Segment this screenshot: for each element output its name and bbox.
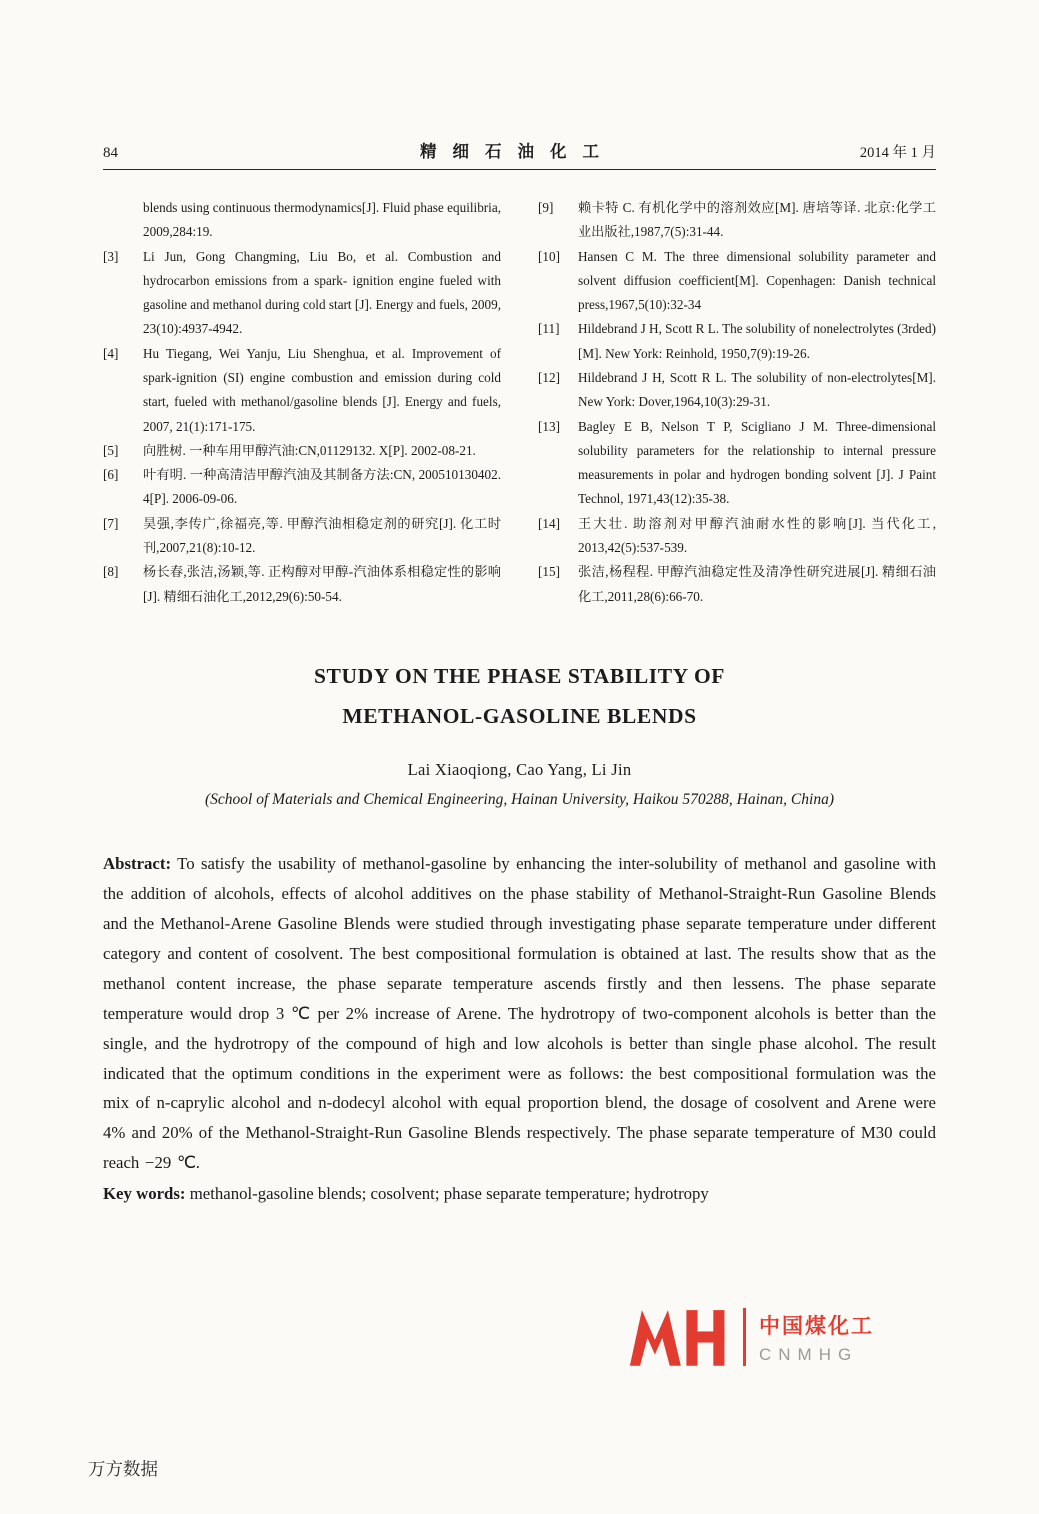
reference-text: Hansen C M. The three dimensional solubility parameter and solvent diffusion coefficient[M]. Copenhagen: Danish technical press,1967,5(10):32-34: [578, 248, 936, 313]
reference-item: [103, 512, 501, 561]
reference-text: 王大壮. 助溶剂对甲醇汽油耐水性的影响[J]. 当代化工, 2013,42(5):537-539.: [578, 515, 936, 555]
keywords-paragraph: [103, 1179, 936, 1209]
keywords-text: methanol-gasoline blends; cosolvent; phase separate temperature; hydrotropy: [189, 1184, 709, 1204]
reference-label: [9]: [538, 200, 554, 215]
reference-text: 叶有明. 一种高清洁甲醇汽油及其制备方法:CN, 200510130402. 4[P]. 2006-09-06.: [143, 467, 501, 507]
reference-label: [3]: [103, 248, 119, 264]
reference-item: [103, 560, 501, 609]
reference-text: Hildebrand J H, Scott R L. The solubility of non-electrolytes[M]. New York: Dover,1964,10(3):29-31.: [578, 369, 936, 410]
reference-item: [538, 317, 936, 366]
page-number: 84: [103, 145, 118, 161]
watermark-text: 万方数据: [88, 1459, 158, 1479]
reference-item: [103, 439, 501, 463]
reference-text: Bagley E B, Nelson T P, Scigliano J M. Three-dimensional solubility parameters for the relationship to internal pressure measurements in polar and hydrogen bonding solvent [J]. J Paint Technol, 1971,43(12):35-38.: [578, 418, 936, 507]
abstract-text: To satisfy the usability of methanol-gasoline by enhancing the inter-solubility of methanol and gasoline with the addition of alcohols, effects of alcohol additives on the phase stability of Methanol-Straight-Run Gasoline Blends and the Methanol-Arene Gasoline Blends were studied through investigating phase separate temperature under different category and content of cosolvent. The best compositional formulation is obtained at last. The results show that as the methanol content increase, the phase separate temperature ascends firstly and then lessens. The phase separate temperature would drop 3 ℃ per 2% increase of Arene. The hydrotropy of two-component alcohols is better than the single, and the hydrotropy of the compound of high and low alcohols is better than single phase alcohol. The result indicated that the optimum conditions in the experiment were as follows: the best compositional formulation was the mix of n-caprylic alcohol and n-dodecyl alcohol with equal proportion blend, the dosage of cosolvent and Arene were 4% and 20% of the Methanol-Straight-Run Gasoline Blends respectively. The phase separate temperature of M30 could reach −29 ℃.: [103, 854, 936, 1173]
reference-item: [538, 366, 936, 415]
reference-text: 昊强,李传广,徐福亮,等. 甲醇汽油相稳定剂的研究[J]. 化工时刊,2007,21(8):10-12.: [143, 515, 501, 555]
journal-title: 精细石油化工: [420, 142, 615, 161]
reference-column-right: [538, 196, 936, 609]
reference-label: [103, 196, 143, 245]
issue-date: 2014 年 1 月: [859, 145, 936, 161]
reference-label: [7]: [103, 515, 119, 531]
reference-label: [11]: [538, 321, 560, 337]
reference-item: [538, 560, 936, 609]
article-title-line-1: STUDY ON THE PHASE STABILITY OF: [313, 663, 726, 688]
reference-text: Hu Tiegang, Wei Yanju, Liu Shenghua, et al. Improvement of spark-ignition (SI) engine combustion and emission during cold start, fueled with methanol/gasoline blends [J]. Energy and fuels, 2007, 21(1):171-175.: [143, 345, 501, 434]
article-title: [0, 657, 1039, 737]
mh-logo-icon: [628, 1306, 730, 1368]
reference-item: [103, 463, 501, 512]
reference-label: [15]: [538, 564, 560, 580]
authors-line: Lai Xiaoqiong, Cao Yang, Li Jin: [407, 760, 632, 780]
affiliation-line: (School of Materials and Chemical Engineering, Hainan University, Haikou 570288, Hainan, China): [205, 791, 834, 809]
reference-text: 赖卡特 C. 有机化学中的溶剂效应[M]. 唐培等译. 北京:化学工业出版社,1987,7(5):31-44.: [578, 200, 936, 240]
page-header: [103, 138, 936, 170]
logo-divider: [743, 1308, 746, 1366]
reference-label: [8]: [103, 564, 119, 580]
references-section: [103, 196, 936, 609]
reference-text: blends using continuous thermodynamics[J]. Fluid phase equilibria, 2009,284:19.: [143, 200, 501, 240]
reference-label: [14]: [538, 515, 560, 531]
reference-item: [538, 196, 936, 245]
reference-text: 向胜树. 一种车用甲醇汽油:CN,01129132. X[P]. 2002-08-21.: [143, 442, 476, 458]
reference-item: [538, 245, 936, 318]
reference-label: [13]: [538, 418, 560, 434]
reference-label: [6]: [103, 467, 119, 483]
keywords-label: Key words:: [103, 1184, 186, 1204]
publisher-logo: [628, 1306, 874, 1368]
reference-label: [4]: [103, 345, 119, 361]
logo-cn-name: 中国煤化工: [759, 1314, 874, 1338]
reference-item: [103, 196, 501, 245]
reference-item: [538, 415, 936, 512]
reference-text: 张洁,杨程程. 甲醇汽油稳定性及清净性研究进展[J]. 精细石油化工,2011,28(6):66-70.: [578, 564, 936, 604]
reference-label: [5]: [103, 442, 119, 458]
reference-label: [12]: [538, 369, 560, 385]
article-title-line-2: METHANOL-GASOLINE BLENDS: [342, 703, 697, 728]
reference-text: Li Jun, Gong Changming, Liu Bo, et al. Combustion and hydrocarbon emissions from a spark- ignition engine fueled with gasoline and methanol during cold start [J]. Energy and fuels, 2009, 23(10):4937-4942.: [143, 248, 501, 337]
reference-text: Hildebrand J H, Scott R L. The solubility of nonelectrolytes (3rded) [M]. New York: Reinhold, 1950,7(9):19-26.: [578, 321, 936, 361]
reference-item: [538, 512, 936, 561]
abstract-label: Abstract:: [103, 854, 172, 874]
reference-item: [103, 245, 501, 342]
abstract-paragraph: [103, 849, 936, 1178]
reference-item: [103, 342, 501, 439]
reference-label: [10]: [538, 248, 560, 264]
article-body: [103, 849, 936, 1209]
logo-en-name: CNMHG: [759, 1344, 859, 1364]
logo-text: [759, 1310, 874, 1365]
reference-text: 杨长春,张洁,汤颖,等. 正构醇对甲醇-汽油体系相稳定性的影响[J]. 精细石油化工,2012,29(6):50-54.: [143, 564, 501, 604]
reference-column-left: [103, 196, 501, 609]
